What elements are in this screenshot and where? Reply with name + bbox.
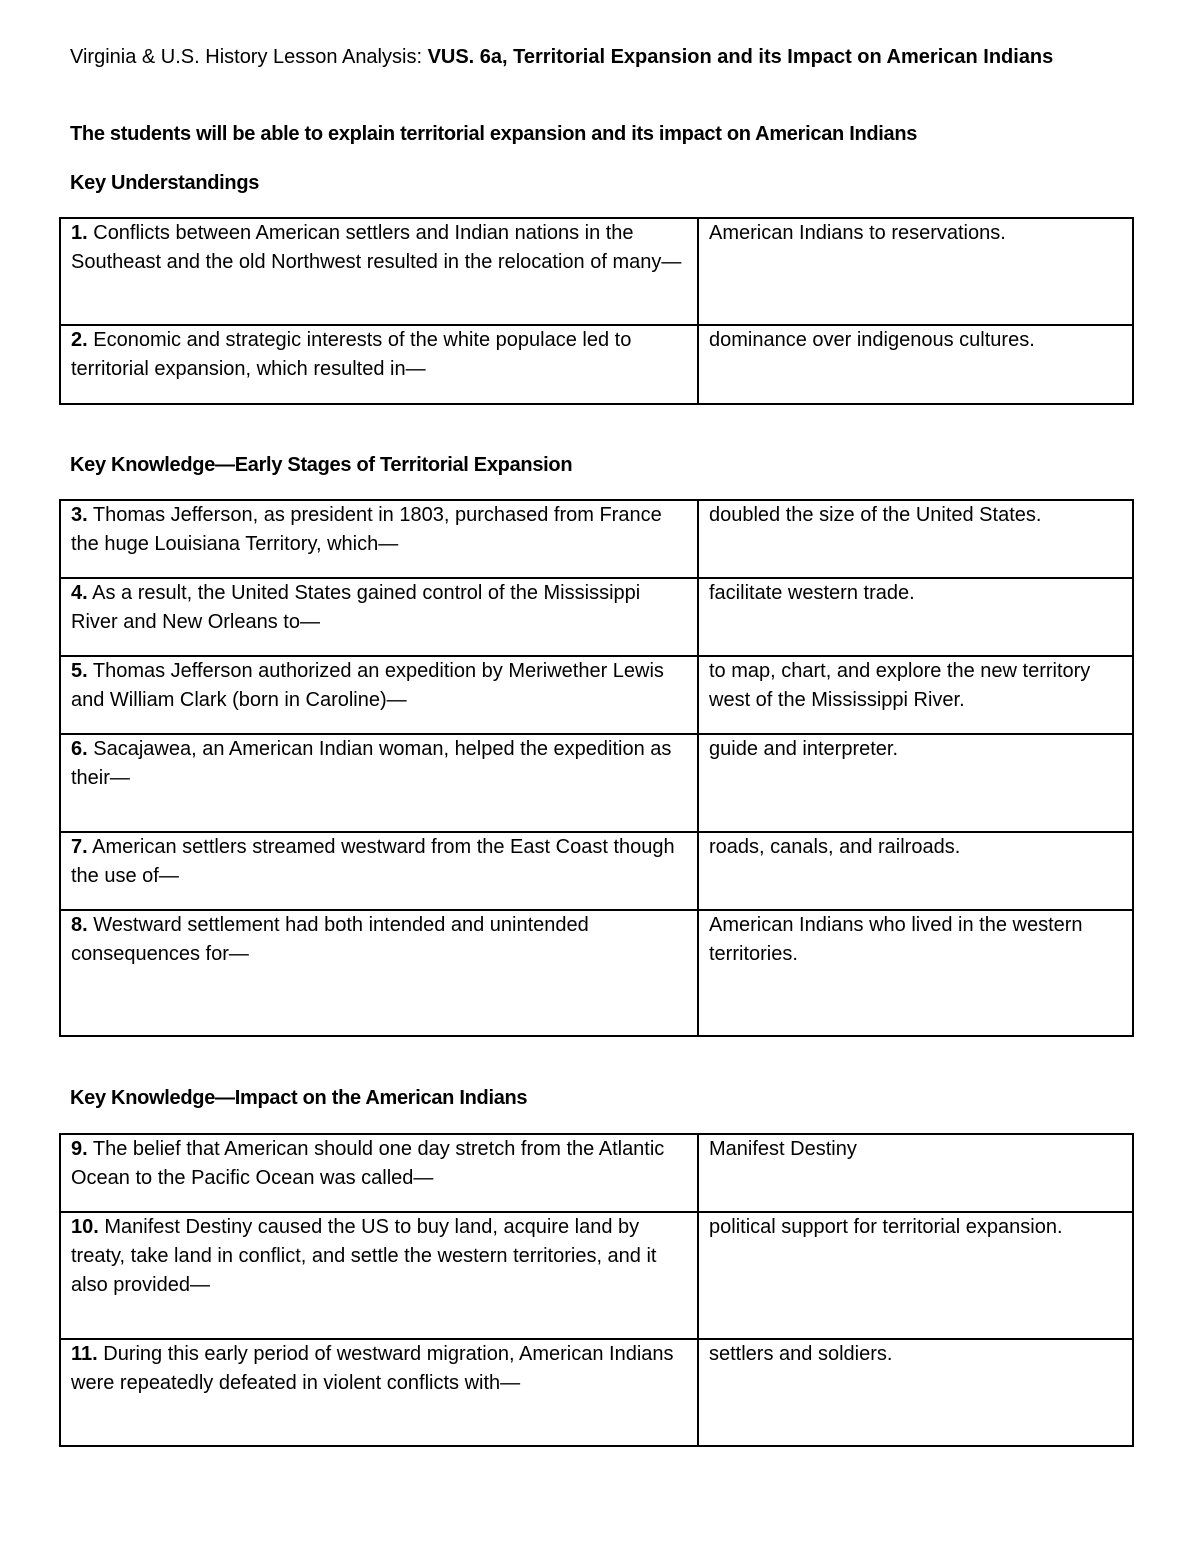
prompt-text: Conflicts between American settlers and Indian nations in the Southeast and the old Northwest resulted in the relocation of many—	[71, 222, 682, 273]
answer-text: dominance over indigenous cultures.	[709, 329, 1035, 351]
answer-text: facilitate western trade.	[709, 582, 915, 604]
prompt-cell	[60, 910, 698, 1036]
prompt-text: Westward settlement had both intended and unintended consequences for—	[71, 914, 589, 965]
objective-statement: The students will be able to explain territorial expansion and its impact on American Indians	[70, 123, 918, 145]
answer-cell	[698, 910, 1133, 1036]
table-row	[60, 500, 1133, 578]
prompt-cell	[60, 656, 698, 734]
early-stages-table	[59, 499, 1134, 1037]
prompt-text: Thomas Jefferson, as president in 1803, purchased from France the huge Louisiana Territory, which—	[71, 504, 662, 555]
item-number: 3.	[71, 504, 88, 526]
prompt-text: Thomas Jefferson authorized an expedition by Meriwether Lewis and William Clark (born in Caroline)—	[71, 660, 664, 711]
prompt-text: Manifest Destiny caused the US to buy land, acquire land by treaty, take land in conflict, and settle the western territories, and it also provided—	[71, 1216, 657, 1296]
answer-cell	[698, 500, 1133, 578]
answer-cell	[698, 1212, 1133, 1339]
section-heading-impact: Key Knowledge—Impact on the American Indians	[70, 1087, 528, 1109]
table-row	[60, 1134, 1133, 1212]
prompt-text: Sacajawea, an American Indian woman, helped the expedition as their—	[71, 738, 672, 789]
answer-text: guide and interpreter.	[709, 738, 899, 760]
answer-text: American Indians who lived in the western territories.	[709, 914, 1083, 965]
key-understandings-table	[59, 217, 1134, 405]
prompt-cell	[60, 1339, 698, 1446]
item-number: 2.	[71, 329, 88, 351]
answer-text: Manifest Destiny	[709, 1138, 857, 1160]
item-number: 4.	[71, 582, 88, 604]
answer-cell	[698, 656, 1133, 734]
prompt-cell	[60, 1134, 698, 1212]
prompt-cell	[60, 832, 698, 910]
item-number: 5.	[71, 660, 88, 682]
answer-cell	[698, 578, 1133, 656]
answer-cell	[698, 734, 1133, 832]
item-number: 11.	[71, 1343, 98, 1365]
table-row	[60, 218, 1133, 325]
table-row	[60, 1212, 1133, 1339]
prompt-text: As a result, the United States gained control of the Mississippi River and New Orleans to—	[71, 582, 641, 633]
prompt-cell	[60, 218, 698, 325]
answer-text: roads, canals, and railroads.	[709, 836, 961, 858]
item-number: 7.	[71, 836, 88, 858]
prompt-cell	[60, 1212, 698, 1339]
section-heading-key-understandings: Key Understandings	[70, 172, 260, 194]
answer-cell	[698, 325, 1133, 404]
item-number: 10.	[71, 1216, 99, 1238]
prompt-text: American settlers streamed westward from the East Coast though the use of—	[71, 836, 675, 887]
answer-text: settlers and soldiers.	[709, 1343, 893, 1365]
answer-cell	[698, 1134, 1133, 1212]
table-row	[60, 656, 1133, 734]
answer-text: political support for territorial expansion.	[709, 1216, 1063, 1238]
item-number: 6.	[71, 738, 88, 760]
prompt-text: The belief that American should one day stretch from the Atlantic Ocean to the Pacific Ocean was called—	[71, 1138, 665, 1189]
answer-cell	[698, 1339, 1133, 1446]
page-title	[70, 43, 1145, 72]
item-number: 8.	[71, 914, 88, 936]
table-row	[60, 734, 1133, 832]
table-row	[60, 1339, 1133, 1446]
prompt-cell	[60, 734, 698, 832]
item-number: 1.	[71, 222, 88, 244]
answer-cell	[698, 218, 1133, 325]
section-heading-early-stages: Key Knowledge—Early Stages of Territorial Expansion	[70, 454, 573, 476]
table-row	[60, 325, 1133, 404]
prompt-cell	[60, 578, 698, 656]
table-row	[60, 578, 1133, 656]
item-number: 9.	[71, 1138, 88, 1160]
answer-text: doubled the size of the United States.	[709, 504, 1042, 526]
prompt-text: Economic and strategic interests of the white populace led to territorial expansion, which resulted in—	[71, 329, 632, 380]
prompt-text: During this early period of westward migration, American Indians were repeatedly defeated in violent conflicts with—	[71, 1343, 674, 1394]
answer-text: to map, chart, and explore the new territory west of the Mississippi River.	[709, 660, 1091, 711]
table-row	[60, 832, 1133, 910]
answer-text: American Indians to reservations.	[709, 222, 1006, 244]
prompt-cell	[60, 500, 698, 578]
prompt-cell	[60, 325, 698, 404]
table-row	[60, 910, 1133, 1036]
impact-table	[59, 1133, 1134, 1447]
title-lesson-name: VUS. 6a, Territorial Expansion and its Impact on American Indians	[427, 46, 1054, 68]
title-prefix: Virginia & U.S. History Lesson Analysis:	[70, 46, 428, 68]
answer-cell	[698, 832, 1133, 910]
